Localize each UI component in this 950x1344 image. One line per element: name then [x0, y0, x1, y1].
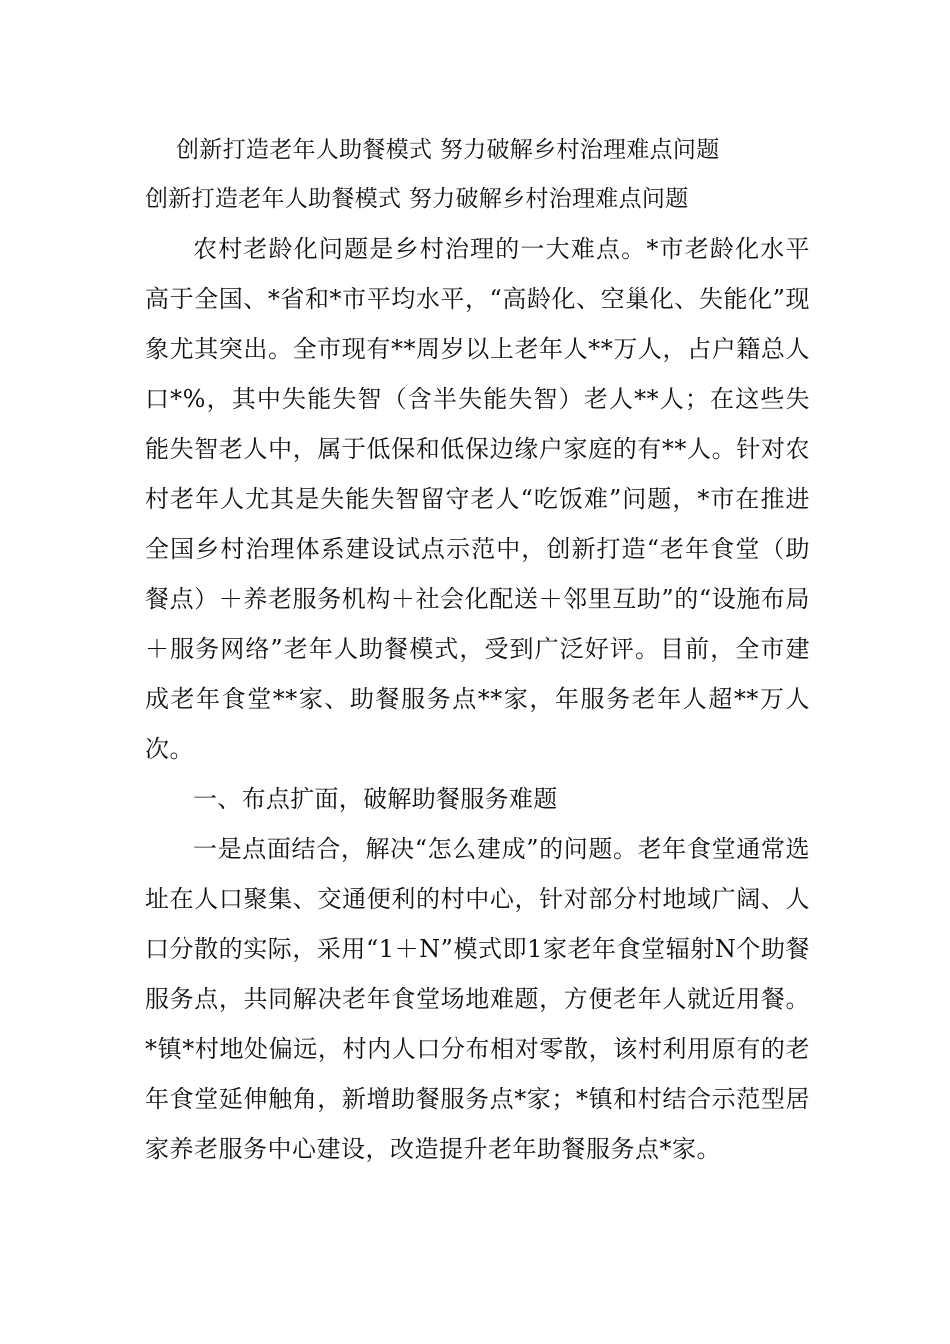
document-subtitle: 创新打造老年人助餐模式 努力破解乡村治理难点问题 — [145, 186, 689, 212]
section-paragraph: 一是点面结合，解决“怎么建成”的问题。老年食堂通常选址在人口聚集、交通便利的村中心，针对部分村地域广阔、人口分散的实际，采用“1＋N”模式即1家老年食堂辐射N个助餐服务点，共同解决老年食堂场地难题，方便老年人就近用餐。*镇*村地处偏远，村内人口分布相对零散，该村利用原有的老年食堂延伸触角，新增助餐服务点*家；*镇和村结合示范型居家养老服务中心建设，改造提升老年助餐服务点*家。 — [145, 835, 810, 1163]
intro-paragraph: 农村老龄化问题是乡村治理的一大难点。*市老龄化水平高于全国、*省和*市平均水平，“高龄化、空巢化、失能化”现象尤其突出。全市现有**周岁以上老年人**万人，占户籍总人口*%，其中失能失智（含半失能失智）老人**人；在这些失能失智老人中，属于低保和低保边缘户家庭的有**人。针对农村老年人尤其是失能失智留守老人“吃饭难”问题，*市在推进全国乡村治理体系建设试点示范中，创新打造“老年食堂（助餐点）＋养老服务机构＋社会化配送＋邻里互助”的“设施布局＋服务网络”老年人助餐模式，受到广泛好评。目前，全市建成老年食堂**家、助餐服务点**家，年服务老年人超**万人次。 — [145, 235, 810, 763]
section-heading: 一、布点扩面，破解助餐服务难题 — [193, 785, 558, 813]
document-title: 创新打造老年人助餐模式 努力破解乡村治理难点问题 — [176, 137, 720, 163]
